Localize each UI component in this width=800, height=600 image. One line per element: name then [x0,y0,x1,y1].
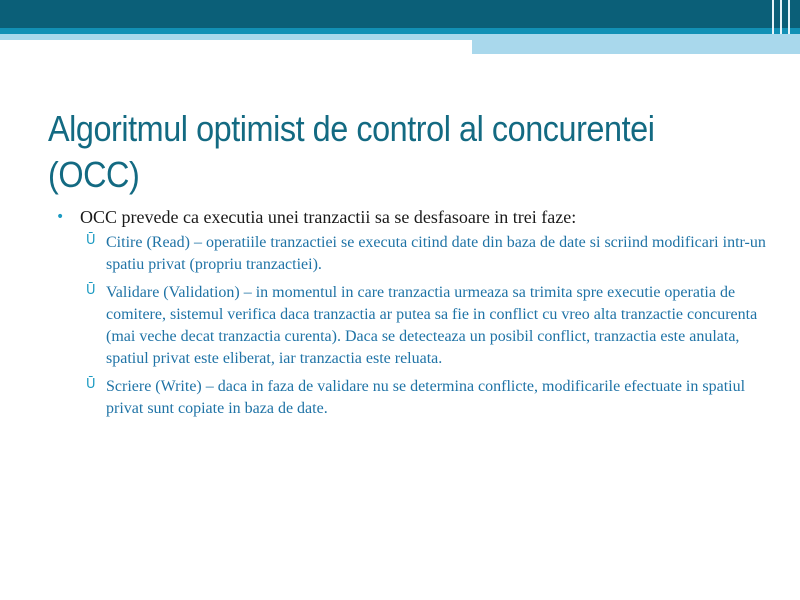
header-decorative-stripes [768,0,800,34]
sub-bullet-marker-icon: Ū [86,377,96,392]
bullet-lead-term: OCC [80,207,118,227]
phase-item-write [56,376,766,420]
slide-title: Algoritmul optimist de control al concurentei (OCC) [48,108,655,195]
phase-list [56,232,766,420]
header-band-light-left [0,34,472,40]
main-bullet [56,206,766,228]
bullet-text: prevede ca executia unei tranzactii sa se desfasoare in trei faze: [117,207,577,227]
bullet-dot-icon: • [56,209,65,225]
sub-bullet-marker-icon: Ū [86,233,96,248]
phase-read-text: Citire (Read) – operatiile tranzactiei se executa citind date din baza de date si scriind modificari intr-un spatiu privat (propriu tranzactiei). [106,234,766,273]
phase-write-text: Scriere (Write) – daca in faza de validare nu se determina conflicte, modificarile efectuate in spatiul privat sunt copiate in baza de date. [106,378,746,417]
header-band-light-right [472,34,800,54]
phase-item-read [56,232,766,276]
sub-bullet-marker-icon: Ū [86,283,96,298]
phase-validation-text: Validare (Validation) – in momentul in care tranzactia urmeaza sa trimita spre executie operatia de comitere, sistemul verifica daca tranzactia ar putea sa fie in conflict cu vreo alta tranzactie concurenta (mai veche decat tranzactia curenta). Daca se detecteaza un posibil conflict, tranzactia este anulata, spatiul privat este eliberat, iar tranzactia este reluata. [106,284,758,367]
phase-item-validation [56,282,766,370]
header-band-dark [0,0,800,28]
slide-content [56,206,766,426]
